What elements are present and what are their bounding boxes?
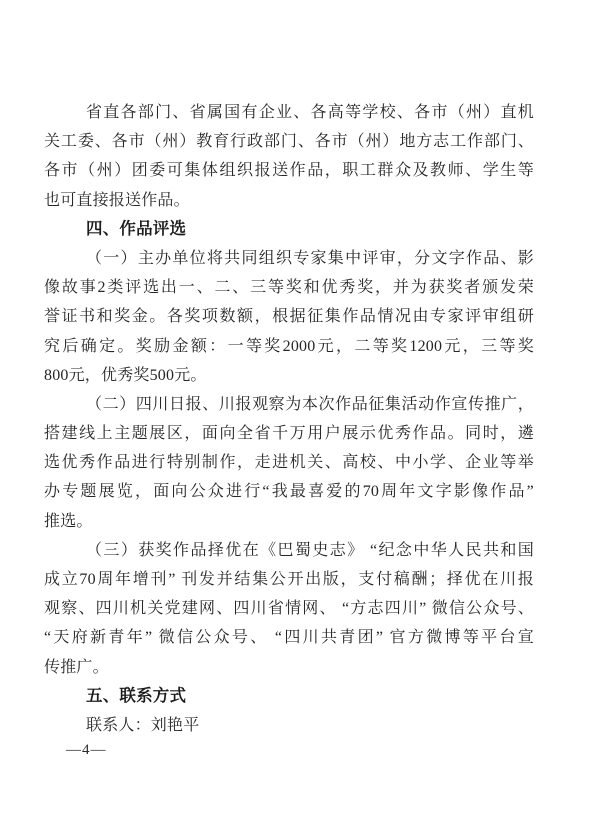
document-body [44, 98, 534, 740]
text-line: 究后确定。奖励金额：一等奖2000元，二等奖1200元，三等奖 [44, 337, 534, 355]
section-heading-works-selection: 四、作品评选 [86, 219, 187, 238]
text-line: （一）主办单位将共同组织专家集中评审，分文字作品、影 [86, 249, 534, 267]
text-line: 搭建线上主题展区，面向全省千万用户展示优秀作品。同时，遴 [44, 425, 534, 443]
text-line: 关工委、各市（州）教育行政部门、各市（州）地方志工作部门、 [44, 133, 534, 151]
page-number: —4— [66, 742, 107, 758]
text-line: 成立70周年增刊” 刊发并结集公开出版，支付稿酬；择优在川报 [44, 571, 534, 588]
text-line: （三）获奖作品择优在《巴蜀史志》 “纪念中华人民共和国 [86, 541, 534, 559]
text-line: 传推广。 [44, 658, 109, 676]
text-line: （二）四川日报、川报观察为本次作品征集活动作宣传推广， [86, 395, 534, 413]
text-line: 选优秀作品进行特别制作，走进机关、高校、中小学、企业等举 [44, 454, 534, 472]
text-line: 800元，优秀奖500元。 [44, 366, 207, 384]
section-heading-contact: 五、联系方式 [86, 686, 187, 705]
text-line: 办专题展览，面向公众进行“我最喜爱的70周年文字影像作品” [44, 483, 534, 501]
text-line: “天府新青年” 微信公众号、 “四川共青团” 官方微博等平台宣 [44, 629, 534, 647]
text-line: 观察、四川机关党建网、四川省情网、 “方志四川” 微信公众号、 [44, 600, 534, 618]
contact-person-line: 联系人：刘艳平 [86, 716, 200, 734]
text-line: 也可直接报送作品。 [44, 191, 190, 209]
text-line: 省直各部门、省属国有企业、各高等学校、各市（州）直机 [86, 104, 534, 121]
text-line: 各市（州）团委可集体组织报送作品，职工群众及教师、学生等 [44, 162, 534, 180]
text-line: 誉证书和奖金。各奖项数额，根据征集作品情况由专家评审组研 [44, 308, 534, 326]
text-line: 像故事2类评选出一、二、三等奖和优秀奖，并为获奖者颁发荣 [44, 279, 534, 297]
text-line: 推选。 [44, 512, 93, 530]
